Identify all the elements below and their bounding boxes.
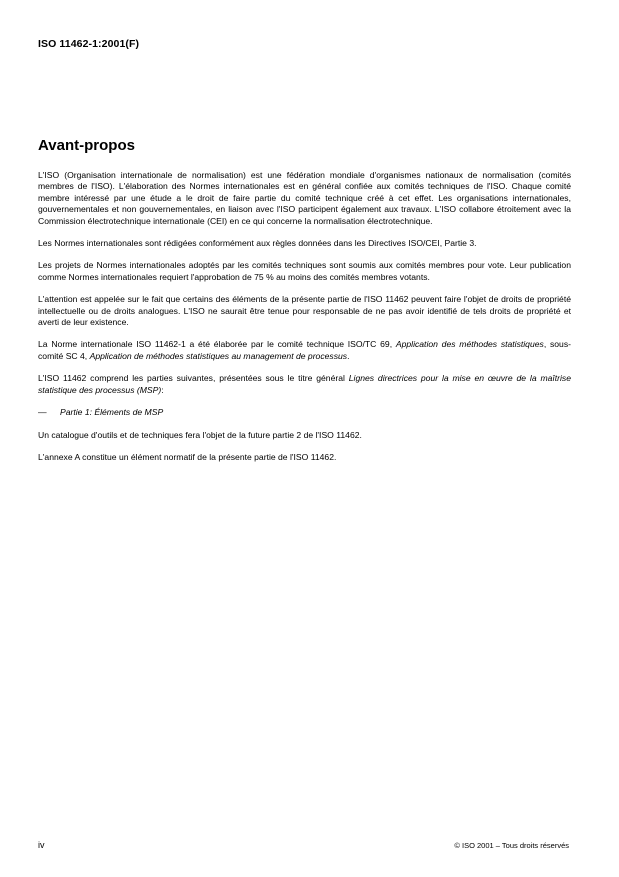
tc-text-2: , sous-comité SC 4,: [38, 339, 571, 361]
paragraph-voting: Les projets de Normes internationales adoptés par les comités techniques sont soumis aux comités membres pour vote. Leur publication comme Normes internationales requiert l'approbation de 75 % au moins des comités membres votants.: [38, 260, 571, 282]
tc-text-1: La Norme internationale ISO 11462-1 a été élaborée par le comité technique ISO/TC 69,: [38, 339, 396, 350]
paragraph-parts: [38, 373, 571, 396]
list-item: [38, 407, 571, 418]
list-item-text: Partie 1: Éléments de MSP: [60, 407, 164, 418]
general-title-italic: Lignes directrices pour la mise en œuvre de la maîtrise statistique des processus (MSP): [38, 373, 571, 395]
copyright-notice: © ISO 2001 – Tous droits réservés: [454, 841, 569, 850]
page-number: iv: [38, 840, 45, 850]
parts-text-1: L'ISO 11462 comprend les parties suivantes, présentées sous le titre général: [38, 373, 349, 384]
sc-title-italic: Application de méthodes statistiques au management de processus: [89, 350, 348, 361]
tc-text-3: .: [347, 350, 350, 361]
paragraph-iso-organisation: L'ISO (Organisation internationale de normalisation) est une fédération mondiale d'organismes nationaux de normalisation (comités membres de l'ISO). L'élaboration des Normes internationales est en général confiée aux comités techniques de l'ISO. Chaque comité membre intéressé par une étude a le droit de faire partie du comité technique créé à cet effet. Les organisations internationales, gouvernementales et non gouvernementales, en liaison avec l'ISO participent également aux travaux. L'ISO collabore étroitement avec la Commission électrotechnique internationale (CEI) en ce qui concerne la normalisation électrotechnique.: [38, 170, 571, 226]
foreword-body: [38, 170, 571, 474]
page-title: Avant-propos: [38, 137, 135, 154]
paragraph-directives: Les Normes internationales sont rédigées conformément aux règles données dans les Directives ISO/CEI, Partie 3.: [38, 238, 477, 249]
parts-text-2: :: [161, 384, 164, 395]
paragraph-annex: L'annexe A constitue un élément normatif de la présente partie de l'ISO 11462.: [38, 451, 337, 462]
paragraph-patent-rights: L'attention est appelée sur le fait que certains des éléments de la présente partie de l'ISO 11462 peuvent faire l'objet de droits de propriété intellectuelle ou de droits analogues. L'ISO ne saurait être tenue pour responsable de ne pas avoir identifié de tels droits de propriété et averti de leur existence.: [38, 294, 571, 328]
tc-title-italic: Application des méthodes statistiques: [395, 339, 544, 350]
dash-marker: —: [38, 407, 47, 418]
paragraph-catalogue: Un catalogue d'outils et de techniques fera l'objet de la future partie 2 de l'ISO 11462.: [38, 429, 362, 440]
paragraph-technical-committee: [38, 339, 571, 362]
document-id-header: ISO 11462-1:2001(F): [38, 38, 140, 50]
